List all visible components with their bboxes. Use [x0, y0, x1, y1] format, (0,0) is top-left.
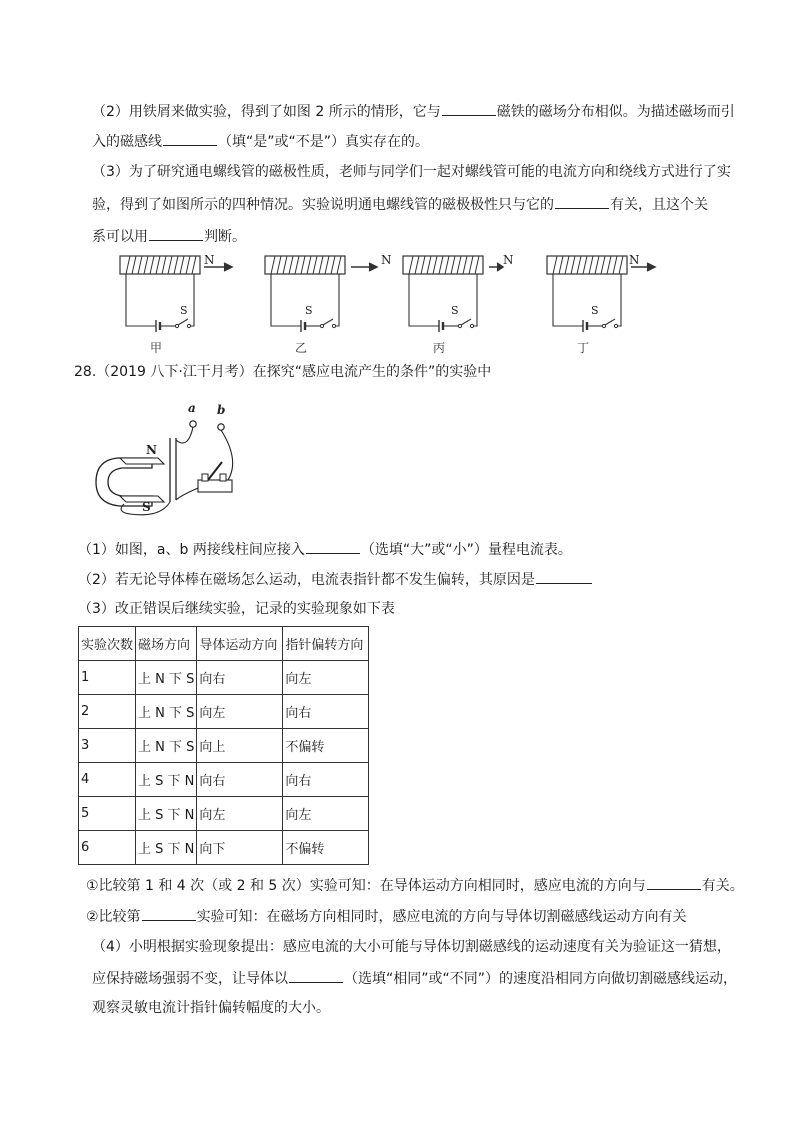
table-cell: 不偏转 — [283, 831, 369, 865]
north-pole-label: N — [146, 443, 157, 457]
answer-blank[interactable] — [442, 101, 496, 116]
q28-part2: （2）若无论导体棒在磁场怎么运动，电流表指针都不发生偏转，其原因是 — [78, 569, 593, 590]
q28-conclusion-1: ①比较第 1 和 4 次（或 2 和 5 次）实验可知：在导体运动方向相同时，感应电流的方向与 有关。 — [86, 875, 744, 896]
q28-title: 28.（2019 八下·江干月考）在探究“感应电流产生的条件”的实验中 — [74, 364, 492, 380]
q27-part3-line2: 验，得到了如图所示的四种情况。实验说明通电螺线管的磁极极性只与它的 有关，且这个关 — [92, 194, 708, 215]
solenoid-figure-ding — [547, 253, 655, 355]
solenoid-figures — [110, 250, 670, 362]
table-cell: 向下 — [197, 831, 283, 865]
q27-part2-line2: 入的磁感线 （填“是”或“不是”）真实存在的。 — [92, 131, 429, 152]
table-cell: 向左 — [197, 797, 283, 831]
table-cell: 上 S 下 N — [136, 831, 197, 865]
table-cell: 上 N 下 S — [136, 661, 197, 695]
q27-part3-line1: （3）为了研究通电螺线管的磁极性质，老师与同学们一起对螺线管可能的电流方向和绕线方式进行了实 — [92, 164, 731, 180]
table-cell: 5 — [79, 797, 136, 831]
answer-blank[interactable] — [142, 906, 196, 921]
table-cell: 向右 — [197, 763, 283, 797]
answer-blank[interactable] — [149, 226, 203, 241]
switch-label: S — [451, 304, 459, 317]
table-cell: 上 N 下 S — [136, 695, 197, 729]
q27-part2-line1: （2）用铁屑来做实验，得到了如图 2 所示的情形，它与 磁铁的磁场分布相似。为描述磁场而引 — [92, 101, 735, 122]
switch-label: S — [305, 304, 313, 317]
solenoid-figure-jia — [120, 253, 232, 355]
table-row — [79, 831, 369, 865]
table-row — [79, 729, 369, 763]
table-cell: 6 — [79, 831, 136, 865]
pole-label: N — [503, 253, 514, 267]
q28-conclusion-2: ②比较第 实验可知：在磁场方向相同时，感应电流的方向与导体切割磁感线运动方向有关 — [86, 906, 687, 927]
q28-part1: （1）如图，a、b 两接线柱间应接入 （选填“大”或“小”）量程电流表。 — [78, 539, 572, 560]
q28-part4-line3: 观察灵敏电流计指针偏转幅度的大小。 — [92, 1000, 330, 1016]
switch-label: S — [591, 304, 599, 317]
table-cell: 向左 — [197, 695, 283, 729]
answer-blank[interactable] — [555, 194, 609, 209]
answer-blank[interactable] — [306, 539, 360, 554]
table-header-cell: 实验次数 — [79, 627, 136, 661]
table-cell: 2 — [79, 695, 136, 729]
table-header-cell: 导体运动方向 — [197, 627, 283, 661]
figure-label: 乙 — [295, 341, 308, 355]
table-cell: 上 N 下 S — [136, 729, 197, 763]
table-cell: 4 — [79, 763, 136, 797]
answer-blank[interactable] — [647, 875, 701, 890]
pole-label: N — [629, 253, 640, 267]
answer-blank[interactable] — [536, 569, 592, 584]
figure-label: 丁 — [577, 341, 590, 355]
terminal-a-label: a — [188, 401, 196, 415]
q28-part3: （3）改正错误后继续实验，记录的实验现象如下表 — [78, 601, 395, 617]
table-header-cell: 指针偏转方向 — [283, 627, 369, 661]
table-row — [79, 695, 369, 729]
table-cell: 向右 — [197, 661, 283, 695]
switch-label: S — [180, 304, 188, 317]
solenoid-figure-bing — [403, 253, 514, 355]
table-cell: 3 — [79, 729, 136, 763]
table-row — [79, 763, 369, 797]
south-pole-label: S — [142, 500, 151, 514]
table-cell: 向左 — [283, 661, 369, 695]
table-cell: 1 — [79, 661, 136, 695]
table-cell: 向左 — [283, 797, 369, 831]
solenoid-figure-yi — [265, 253, 392, 355]
table-cell: 上 S 下 N — [136, 797, 197, 831]
answer-blank[interactable] — [289, 968, 343, 983]
q28-part4-line2: 应保持磁场强弱不变，让导体以 （选填“相同”或“不同”）的速度沿相同方向做切割磁感线运动， — [92, 968, 737, 989]
table-cell: 向右 — [283, 763, 369, 797]
pole-label: N — [204, 253, 215, 267]
pole-label: N — [381, 253, 392, 267]
needle-icon — [489, 263, 503, 271]
figure-label: 丙 — [433, 341, 446, 355]
table-row — [79, 797, 369, 831]
table-header-cell: 磁场方向 — [136, 627, 197, 661]
q27-part3-line3: 系可以用 判断。 — [92, 226, 246, 247]
table-cell: 向右 — [283, 695, 369, 729]
needle-icon — [351, 263, 377, 271]
induction-apparatus-figure — [90, 400, 250, 522]
table-cell: 上 S 下 N — [136, 763, 197, 797]
table-cell: 不偏转 — [283, 729, 369, 763]
figure-label: 甲 — [150, 341, 163, 355]
terminal-b-label: b — [217, 403, 226, 417]
table-row — [79, 661, 369, 695]
experiment-table — [78, 626, 369, 865]
q28-part4-line1: （4）小明根据实验现象提出：感应电流的大小可能与导体切割磁感线的运动速度有关为验证这一猜想， — [92, 939, 731, 955]
table-cell: 向上 — [197, 729, 283, 763]
answer-blank[interactable] — [163, 131, 217, 146]
table-header-row — [79, 627, 369, 661]
